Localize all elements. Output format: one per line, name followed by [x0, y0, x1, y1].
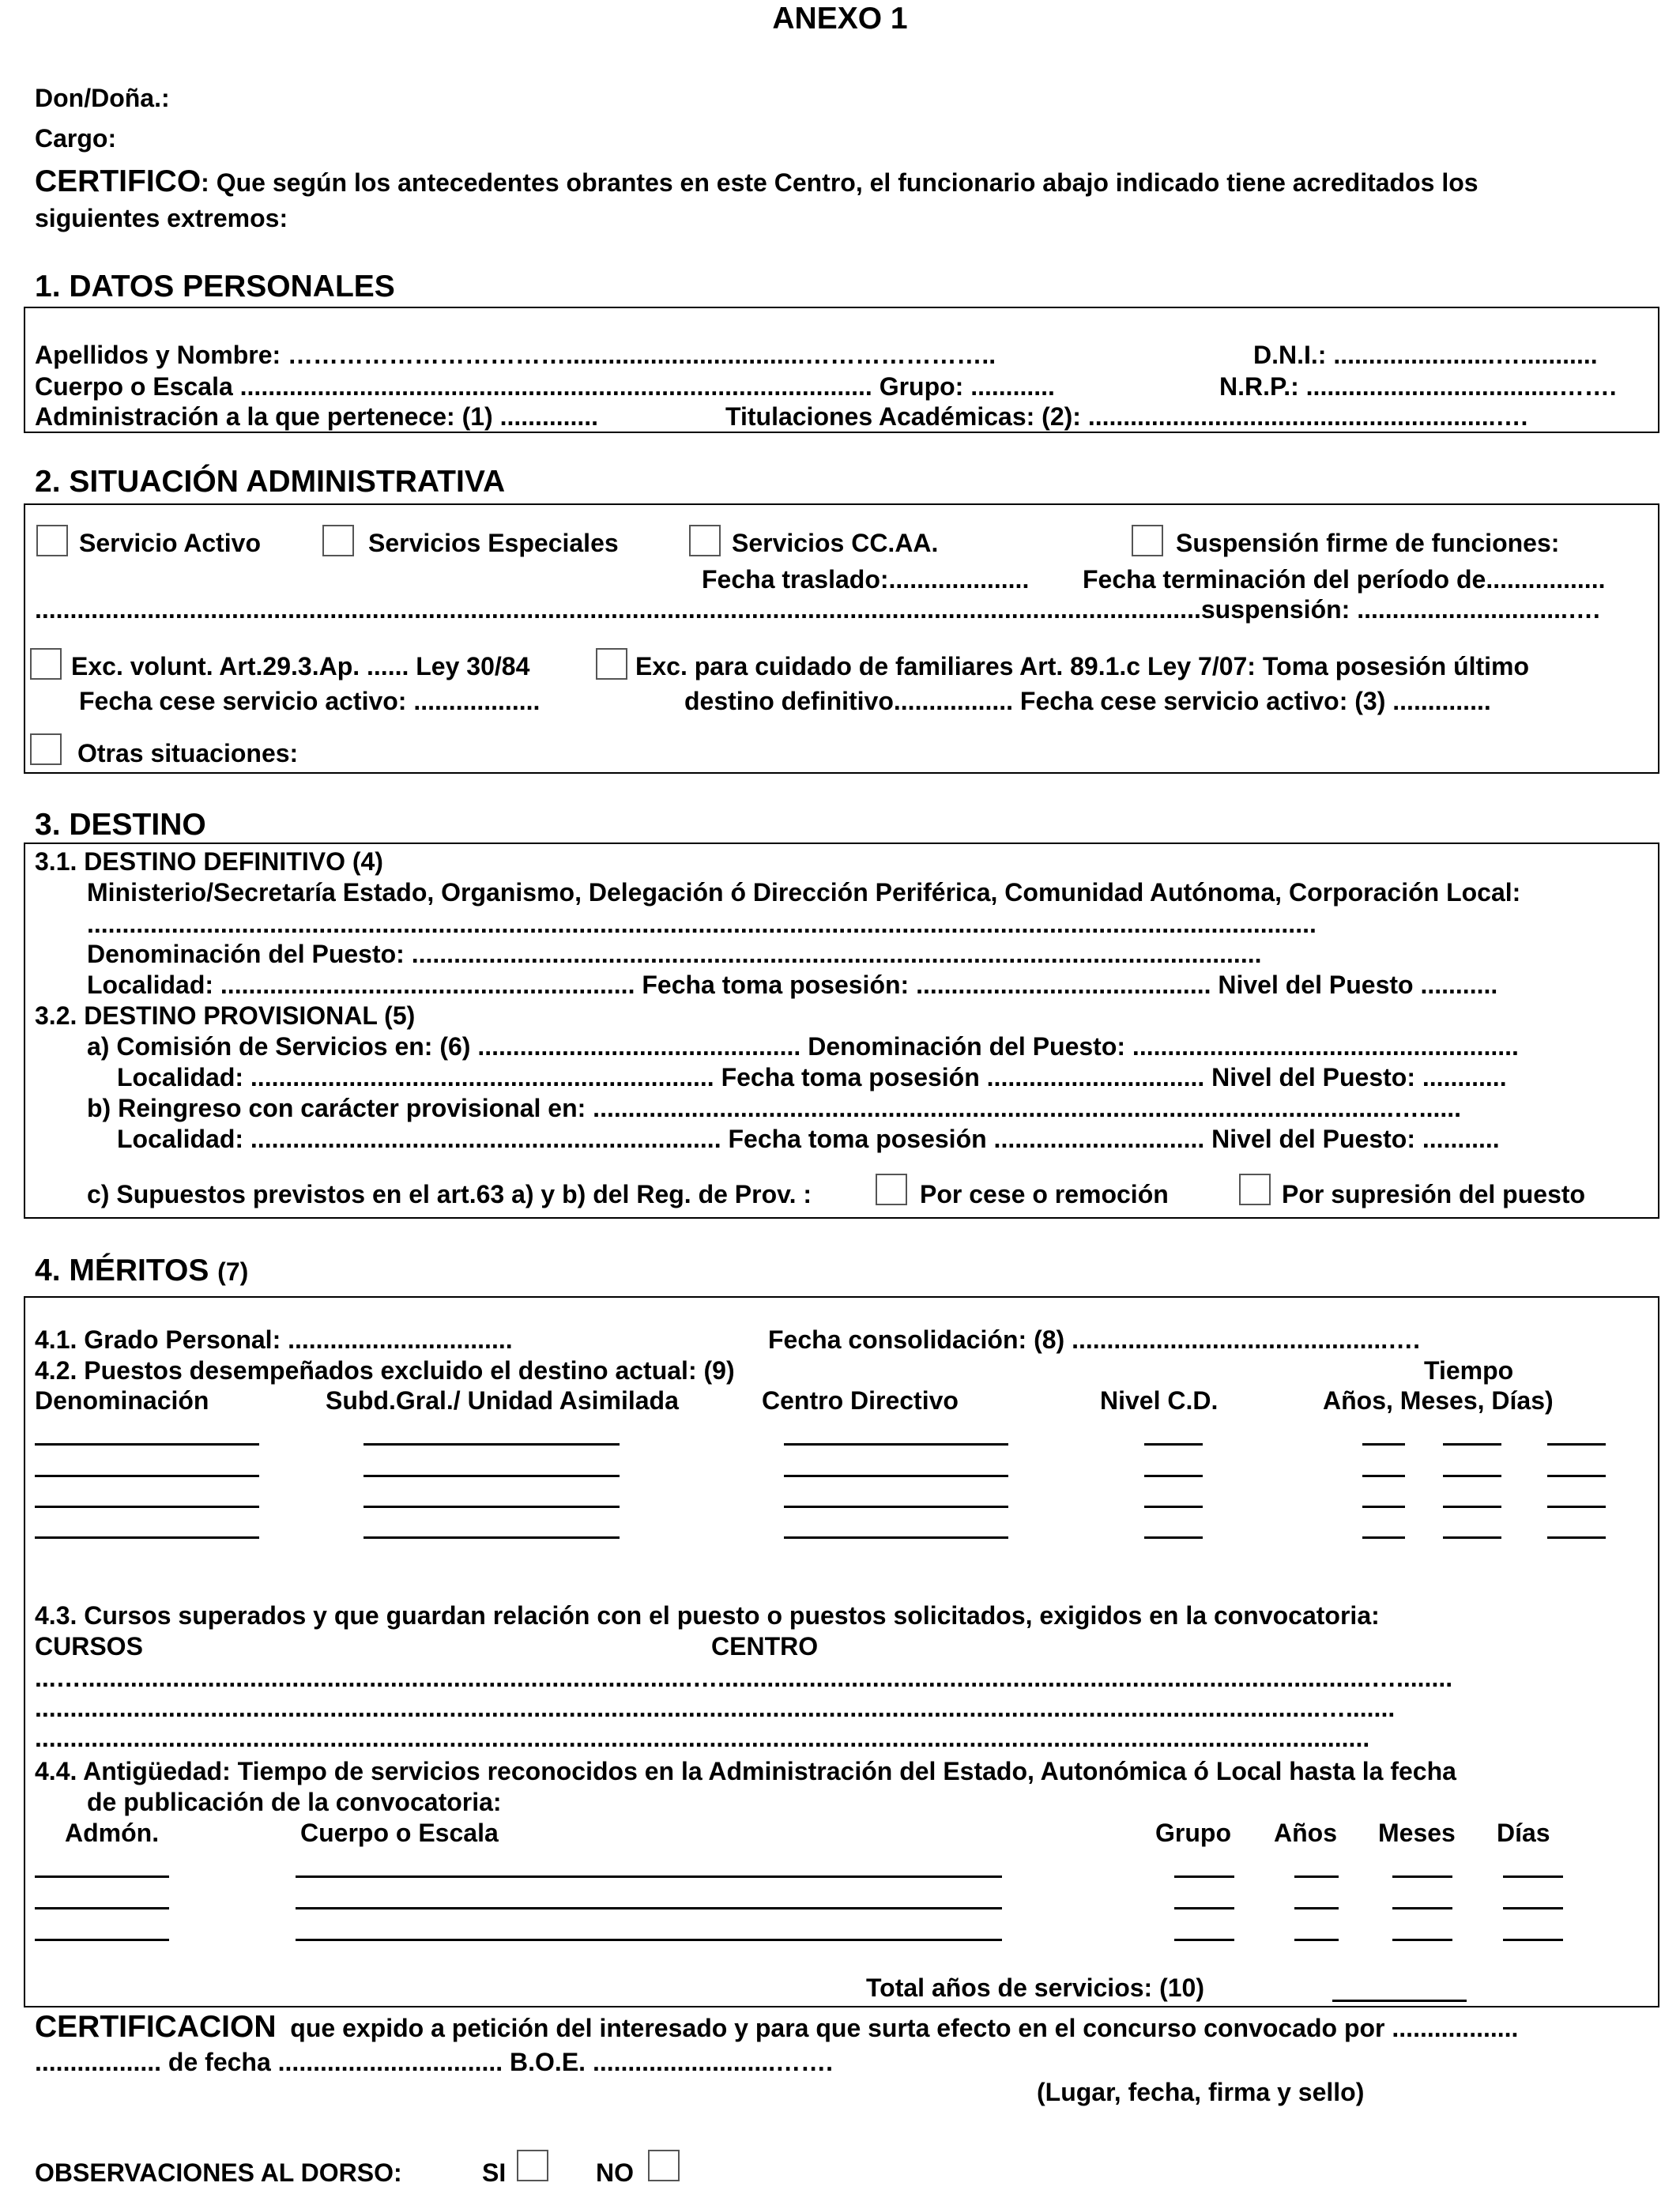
col-grupo: Grupo [1155, 1819, 1231, 1847]
dni-field[interactable]: D.N.I.: .......................…........... [1253, 341, 1598, 369]
apellidos-field[interactable]: Apellidos y Nombre: ……………………………..................................………………….. [35, 341, 996, 369]
col-anos: Años [1274, 1819, 1337, 1847]
antiguedad-row-line[interactable] [1294, 1939, 1339, 1941]
otras-situaciones-label: Otras situaciones: [77, 739, 299, 767]
denominacion-puesto-field[interactable]: Denominación del Puesto: ......................................................................................................................... [87, 940, 1262, 968]
antiguedad-row-line[interactable] [1392, 1875, 1452, 1878]
col-dias: Días [1497, 1819, 1550, 1847]
ministerio-dots-field[interactable]: ............................................................................................................................................................................... [87, 910, 1317, 938]
suspension-dots-field[interactable]: ......................................................................................................................................................................suspensión: ..............................…. [35, 595, 1600, 624]
reingreso-field[interactable]: b) Reingreso con carácter provisional en: ..................................................................................................................…...... [87, 1094, 1462, 1122]
localidad-definitivo-field[interactable]: Localidad: ........................................................... Fecha toma posesión: .......................................... Nivel del Puesto ........... [87, 971, 1498, 999]
puesto-row-line[interactable] [1443, 1506, 1501, 1508]
antiguedad-row-line[interactable] [1174, 1907, 1234, 1909]
total-anos-label: Total años de servicios: (10) [866, 1973, 1204, 2002]
grado-personal-field[interactable]: 4.1. Grado Personal: ................................ [35, 1325, 513, 1354]
antiguedad-title-2: de publicación de la convocatoria: [87, 1788, 502, 1816]
si-label: SI [482, 2158, 507, 2187]
puesto-row-line[interactable] [1443, 1443, 1501, 1446]
section-3-heading: 3. DESTINO [35, 808, 206, 842]
puesto-row-line[interactable] [784, 1536, 1008, 1539]
fecha-terminacion-field[interactable]: Fecha terminación del período de................. [1083, 565, 1606, 594]
cargo-label: Cargo: [35, 124, 117, 153]
certificacion-text: que expido a petición del interesado y para que surta efecto en el concurso convocado por .................. [290, 2014, 1519, 2042]
cese-remocion-label: Por cese o remoción [920, 1180, 1169, 1208]
puesto-row-line[interactable] [363, 1475, 620, 1477]
firma-label: (Lugar, fecha, firma y sello) [1037, 2078, 1365, 2106]
puesto-row-line[interactable] [1362, 1536, 1405, 1539]
puesto-row-line[interactable] [1443, 1536, 1501, 1539]
localidad-comision-field[interactable]: Localidad: .................................................................. Fecha toma posesión ............................... Nivel del Puesto: ............ [117, 1063, 1507, 1091]
administracion-field[interactable]: Administración a la que pertenece: (1) .............. [35, 402, 599, 431]
page-title: ANEXO 1 [772, 2, 908, 36]
supresion-puesto-checkbox[interactable] [1239, 1174, 1271, 1205]
antiguedad-row-line[interactable] [1503, 1875, 1563, 1878]
col-admon: Admón. [65, 1819, 160, 1847]
antiguedad-row-line[interactable] [1503, 1907, 1563, 1909]
puesto-row-line[interactable] [1144, 1506, 1203, 1508]
cursos-dots-1[interactable]: ...….......................................................................................….............................................................................................…........ [35, 1664, 1453, 1692]
puesto-row-line[interactable] [784, 1506, 1008, 1508]
col-nivel-cd: Nivel C.D. [1100, 1386, 1219, 1415]
puesto-row-line[interactable] [1144, 1475, 1203, 1477]
cursos-dots-2[interactable]: .......................................................................................................................................................................................…....... [35, 1694, 1396, 1722]
col-cuerpo-escala: Cuerpo o Escala [300, 1819, 499, 1847]
don-label: Don/Doña.: [35, 84, 170, 112]
puesto-row-line[interactable] [35, 1475, 259, 1477]
puesto-row-line[interactable] [363, 1443, 620, 1446]
puesto-row-line[interactable] [1362, 1475, 1405, 1477]
section-1-heading: 1. DATOS PERSONALES [35, 270, 395, 303]
servicios-ccaa-checkbox[interactable] [689, 525, 721, 556]
puesto-row-line[interactable] [1547, 1475, 1606, 1477]
puesto-row-line[interactable] [1362, 1506, 1405, 1508]
centro-label: CENTRO [711, 1632, 819, 1661]
cursos-dots-3[interactable]: .............................................................................................................................................................................................. [35, 1724, 1370, 1752]
exc-cuidado-label: Exc. para cuidado de familiares Art. 89.1.c Ley 7/07: Toma posesión último [635, 652, 1530, 680]
antiguedad-row-line[interactable] [1294, 1907, 1339, 1909]
antiguedad-row-line[interactable] [296, 1907, 1002, 1909]
antiguedad-row-line[interactable] [1174, 1875, 1234, 1878]
fecha-traslado-field[interactable]: Fecha traslado:.................... [702, 565, 1030, 594]
localidad-reingreso-field[interactable]: Localidad: ................................................................... Fecha toma posesión .............................. Nivel del Puesto: ........... [117, 1125, 1500, 1153]
antiguedad-row-line[interactable] [1503, 1939, 1563, 1941]
puesto-row-line[interactable] [1547, 1506, 1606, 1508]
certifico-label: CERTIFICO [35, 164, 202, 198]
puesto-row-line[interactable] [1144, 1536, 1203, 1539]
no-label: NO [596, 2158, 634, 2187]
section-4-note: (7) [217, 1257, 249, 1286]
puesto-row-line[interactable] [1547, 1536, 1606, 1539]
col-subdireccion: Subd.Gral./ Unidad Asimilada [326, 1386, 679, 1415]
servicios-especiales-label: Servicios Especiales [368, 529, 619, 557]
no-checkbox[interactable] [648, 2150, 680, 2181]
puesto-row-line[interactable] [1144, 1443, 1203, 1446]
antiguedad-row-line[interactable] [1392, 1907, 1452, 1909]
certifico-paragraph [35, 166, 1478, 198]
exc-cuidado-checkbox[interactable] [596, 648, 627, 680]
section-4-heading [35, 1253, 248, 1289]
certificacion-paragraph [35, 2011, 1518, 2045]
puesto-row-line[interactable] [363, 1506, 620, 1508]
puesto-row-line[interactable] [1362, 1443, 1405, 1446]
cese-remocion-checkbox[interactable] [876, 1174, 907, 1205]
servicios-ccaa-label: Servicios CC.AA. [732, 529, 939, 557]
certifico-text: : Que según los antecedentes obrantes en este Centro, el funcionario abajo indicado tiene acreditados los [201, 168, 1478, 197]
puesto-row-line[interactable] [363, 1536, 620, 1539]
antiguedad-row-line[interactable] [35, 1907, 169, 1909]
servicio-activo-label: Servicio Activo [79, 529, 262, 557]
destino-provisional-title: 3.2. DESTINO PROVISIONAL (5) [35, 1001, 416, 1030]
puesto-row-line[interactable] [35, 1443, 259, 1446]
section-4-heading-text: 4. MÉRITOS [35, 1253, 209, 1287]
antiguedad-row-line[interactable] [1294, 1875, 1339, 1878]
puesto-row-line[interactable] [1443, 1475, 1501, 1477]
comision-servicios-field[interactable]: a) Comisión de Servicios en: (6) .............................................. Denominación del Puesto: ....................................................... [87, 1032, 1519, 1061]
cursos-label: CURSOS [35, 1632, 143, 1661]
section-2-heading: 2. SITUACIÓN ADMINISTRATIVA [35, 465, 506, 499]
destino-definitivo-title: 3.1. DESTINO DEFINITIVO (4) [35, 847, 383, 876]
total-anos-line[interactable] [1332, 2000, 1467, 2002]
puesto-row-line[interactable] [784, 1443, 1008, 1446]
supresion-puesto-label: Por supresión del puesto [1282, 1180, 1586, 1208]
certifico-text-2: siguientes extremos: [35, 204, 288, 232]
col-centro-directivo: Centro Directivo [762, 1386, 959, 1415]
puesto-row-line[interactable] [35, 1536, 259, 1539]
antiguedad-row-line[interactable] [1174, 1939, 1234, 1941]
suspension-checkbox[interactable] [1132, 525, 1163, 556]
servicios-especiales-checkbox[interactable] [322, 525, 354, 556]
observaciones-label: OBSERVACIONES AL DORSO: [35, 2158, 402, 2187]
tiempo-label: Tiempo [1424, 1356, 1514, 1385]
si-checkbox[interactable] [517, 2150, 548, 2181]
certificacion-label: CERTIFICACION [35, 2010, 277, 2044]
exc-voluntaria-label: Exc. volunt. Art.29.3.Ap. ...... Ley 30/84 [71, 652, 530, 680]
antiguedad-title: 4.4. Antigüedad: Tiempo de servicios reconocidos en la Administración del Estado, Autonómica ó Local hasta la fecha [35, 1757, 1456, 1785]
antiguedad-row-line[interactable] [296, 1875, 1002, 1878]
ministerio-label: Ministerio/Secretaría Estado, Organismo, Delegación ó Dirección Periférica, Comunidad Autónoma, Corporación Local: [87, 878, 1521, 907]
col-denominacion: Denominación [35, 1386, 209, 1415]
cursos-title: 4.3. Cursos superados y que guardan relación con el puesto o puestos solicitados, exigidos en la convocatoria: [35, 1601, 1380, 1630]
puestos-title: 4.2. Puestos desempeñados excluido el destino actual: (9) [35, 1356, 735, 1385]
antiguedad-row-line[interactable] [1392, 1939, 1452, 1941]
antiguedad-row-line[interactable] [35, 1875, 169, 1878]
certificacion-text-2: .................. de fecha ................................ B.O.E. ..........................……. [35, 2048, 833, 2076]
destino-definitivo-cese-field[interactable]: destino definitivo................. Fecha cese servicio activo: (3) .............. [684, 687, 1491, 715]
puesto-row-line[interactable] [35, 1506, 259, 1508]
fecha-consolidacion-field[interactable]: Fecha consolidación: (8) .............................................…. [768, 1325, 1421, 1354]
cuerpo-grupo-field[interactable]: Cuerpo o Escala .......................................................................................... Grupo: ............ [35, 372, 1055, 401]
antiguedad-row-line[interactable] [296, 1939, 1002, 1941]
fecha-cese-field[interactable]: Fecha cese servicio activo: .................. [79, 687, 541, 715]
nrp-field[interactable]: N.R.P.: ....................................……. [1219, 372, 1617, 401]
exc-voluntaria-checkbox[interactable] [30, 648, 62, 680]
supuestos-label: c) Supuestos previstos en el art.63 a) y b) del Reg. de Prov. : [87, 1180, 812, 1208]
puesto-row-line[interactable] [1547, 1443, 1606, 1446]
titulaciones-field[interactable]: Titulaciones Académicas: (2): ..........................................................…. [725, 402, 1528, 431]
puesto-row-line[interactable] [784, 1475, 1008, 1477]
col-anos-meses-dias: Años, Meses, Días) [1323, 1386, 1554, 1415]
col-meses: Meses [1378, 1819, 1456, 1847]
antiguedad-row-line[interactable] [35, 1939, 169, 1941]
servicio-activo-checkbox[interactable] [36, 525, 68, 556]
suspension-label: Suspensión firme de funciones: [1176, 529, 1560, 557]
otras-situaciones-checkbox[interactable] [30, 733, 62, 765]
